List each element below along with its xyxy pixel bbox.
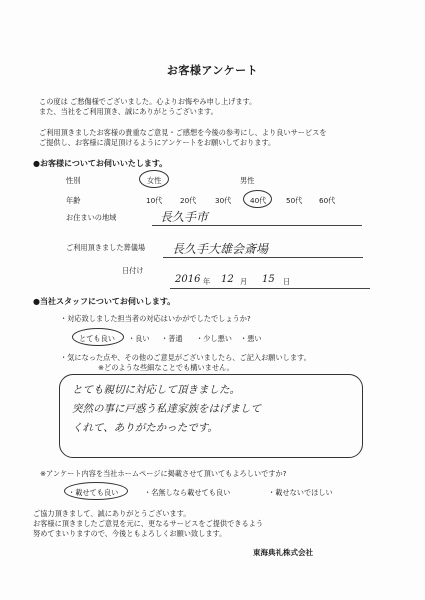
comment-note: ※どのような些細なことでも構いません。	[98, 363, 234, 372]
section-staff-heading: ●当社スタッフについてお伺いします。	[33, 297, 176, 306]
date-month[interactable]: 12	[221, 274, 234, 285]
selected-circle	[64, 482, 128, 500]
hall-label: ご利用頂きました葬儀場	[66, 243, 146, 252]
closing-line-1: ご協力頂きまして、誠にありがとうございます。	[33, 509, 191, 518]
age-option-40s[interactable]: 40代	[250, 196, 267, 205]
publish-option-yes[interactable]: ・載せても良い	[68, 488, 119, 497]
rating-option-slightly-bad[interactable]: ・少し悪い	[196, 334, 232, 343]
comment-line-3: くれて、ありがたかったです。	[72, 422, 218, 434]
publish-question: ※アンケート内容を当社ホームページに掲載させて頂いてもよろしいですか?	[40, 469, 287, 478]
rating-option-very-good[interactable]: とても良い	[79, 334, 115, 343]
closing-line-3: 努めてまいりますので、今後ともよろしくお願い致します。	[33, 529, 227, 538]
hall-value[interactable]: 長久手大雄会斎場	[172, 242, 269, 256]
publish-option-anonymous[interactable]: ・名無しなら載せても良い	[144, 488, 231, 497]
gender-option-female[interactable]: 女性	[147, 176, 162, 185]
comment-question: ・気になった点や、その他のご意見がございましたら、ご記入お願いします。	[60, 353, 311, 362]
comment-line-1: とても親切に対応して頂きました。	[72, 384, 240, 396]
area-value[interactable]: 長久手市	[160, 210, 209, 224]
date-year[interactable]: 2016	[175, 274, 201, 285]
age-option-30s[interactable]: 30代	[215, 196, 232, 205]
intro-line-1: この度は ご愁傷様でございました。心よりお悔やみ申し上げます。	[39, 97, 257, 106]
request-line-2: ご提供し、お客様に満足頂けるようにアンケートをお願いしております。	[39, 138, 276, 147]
intro-line-2: また、当社をご利用頂き、誠にありがとうございます。	[39, 107, 218, 116]
hall-underline	[163, 257, 363, 258]
rating-option-bad[interactable]: ・悪い	[240, 334, 262, 343]
selected-circle	[139, 170, 169, 188]
comment-line-2: 突然の事に戸惑う私達家族をはげまして	[72, 403, 261, 415]
date-underline	[170, 288, 370, 289]
gender-option-male[interactable]: 男性	[240, 176, 255, 185]
age-option-20s[interactable]: 20代	[180, 196, 197, 205]
area-underline	[152, 225, 362, 226]
rating-option-good[interactable]: ・良い	[128, 334, 150, 343]
age-option-10s[interactable]: 10代	[146, 196, 163, 205]
company-name: 東海典礼株式会社	[253, 548, 313, 557]
selected-circle	[243, 190, 272, 208]
age-label: 年齢	[66, 196, 81, 205]
selected-circle	[72, 328, 124, 346]
staff-question: ・対応致しました担当者の対応はいかがでしたでしょうか?	[60, 314, 251, 323]
date-year-unit: 年	[203, 277, 211, 286]
age-option-50s[interactable]: 50代	[286, 196, 303, 205]
rating-option-average[interactable]: ・普通	[161, 334, 183, 343]
area-label: お住まいの地域	[66, 213, 117, 222]
age-option-60s[interactable]: 60代	[319, 196, 336, 205]
publish-option-no[interactable]: ・載せないでほしい	[268, 488, 333, 497]
gender-label: 性別	[66, 176, 81, 185]
closing-line-2: お客様に頂きましたご意見を元に、更なるサービスをご提供できるよう	[33, 519, 264, 528]
date-day[interactable]: 15	[262, 274, 275, 285]
date-day-unit: 日	[283, 277, 291, 286]
date-label: 日付け	[122, 266, 144, 275]
page-title: お客様アンケート	[166, 64, 259, 77]
section-customer-heading: ●お客様についてお伺いいたします。	[33, 159, 168, 168]
date-month-unit: 月	[240, 277, 248, 286]
request-line-1: ご利用頂きましたお客様の貴重なご意見・ご感想を今後の参考にし、より良いサービスを	[39, 128, 327, 137]
